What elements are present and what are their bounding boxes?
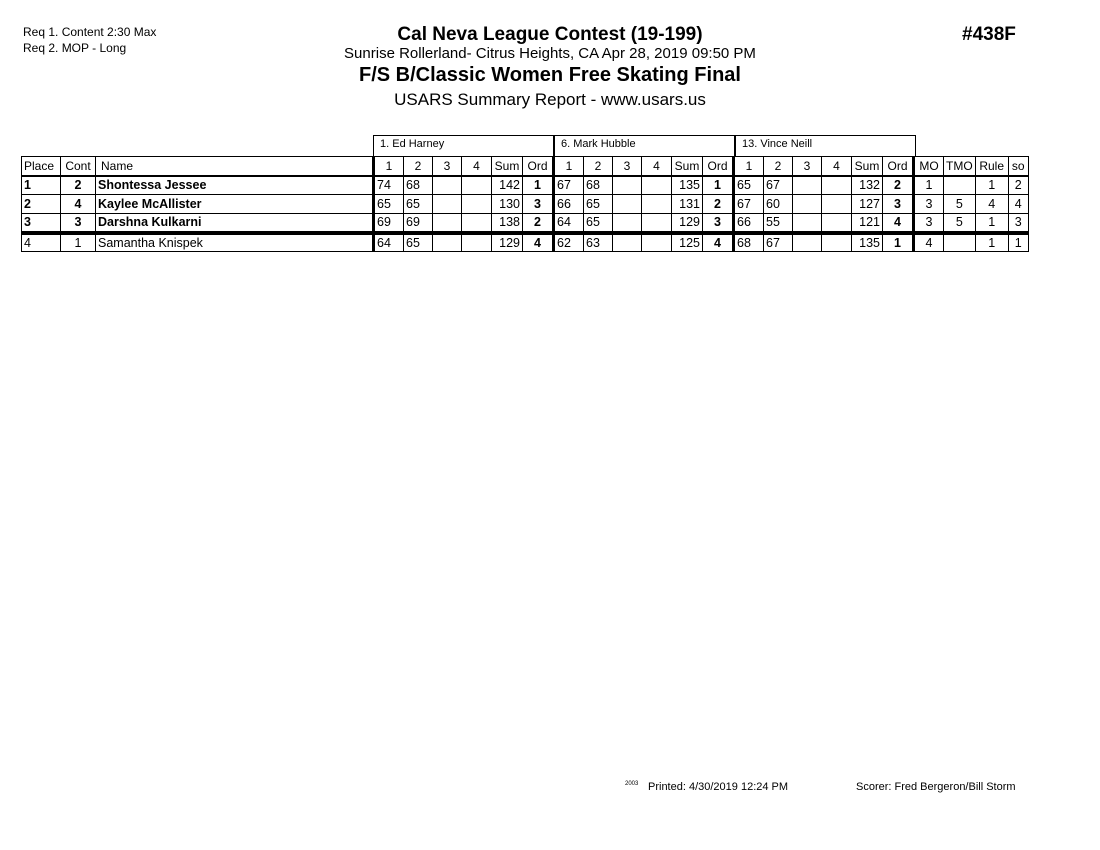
col-j3-ord: Ord (883, 157, 914, 176)
judge-1-mark-2: 69 (404, 214, 433, 233)
judge-2-mark-2: 65 (584, 195, 613, 214)
judge-1-ordinal: 3 (523, 195, 554, 214)
col-j2-m1: 1 (554, 157, 584, 176)
judge-2-mark-1: 62 (554, 233, 584, 252)
table-row (22, 176, 1029, 195)
tmo-cell (944, 176, 976, 195)
judge-2-mark-3 (613, 233, 642, 252)
place-cell: 2 (22, 195, 61, 214)
judge-2-sum: 125 (672, 233, 703, 252)
table-header-row (22, 157, 1029, 176)
judge-2-mark-3 (613, 214, 642, 233)
rule-cell: 4 (975, 195, 1008, 214)
judge-3-mark-3 (793, 195, 822, 214)
judge-3-sum: 127 (852, 195, 883, 214)
col-j3-m4: 4 (822, 157, 852, 176)
judge-3-ordinal: 3 (883, 195, 914, 214)
contestant-number-cell: 3 (61, 214, 96, 233)
col-name: Name (96, 157, 374, 176)
judge-2-mark-4 (642, 195, 672, 214)
col-j2-m2: 2 (584, 157, 613, 176)
contestant-number-cell: 2 (61, 176, 96, 195)
judge-3-mark-4 (822, 214, 852, 233)
col-j3-m1: 1 (734, 157, 764, 176)
judge-1-ordinal: 1 (523, 176, 554, 195)
judge-1-ordinal: 2 (523, 214, 554, 233)
judge-3-mark-2: 60 (764, 195, 793, 214)
judge-1-mark-4 (462, 176, 492, 195)
judge-2-mark-2: 63 (584, 233, 613, 252)
judge-2-mark-2: 65 (584, 214, 613, 233)
col-j1-m2: 2 (404, 157, 433, 176)
scorer-names: Scorer: Fred Bergeron/Bill Storm (856, 781, 1016, 793)
skater-name-cell: Kaylee McAllister (96, 195, 374, 214)
col-cont: Cont (61, 157, 96, 176)
col-j2-m3: 3 (613, 157, 642, 176)
judge-1-mark-1: 65 (374, 195, 404, 214)
judge-1-mark-2: 68 (404, 176, 433, 195)
mo-cell: 4 (914, 233, 944, 252)
judge-1-mark-1: 74 (374, 176, 404, 195)
skater-name-cell: Shontessa Jessee (96, 176, 374, 195)
contestant-number-cell: 1 (61, 233, 96, 252)
judge-2-mark-4 (642, 214, 672, 233)
judge-1-mark-4 (462, 214, 492, 233)
judge-3-mark-4 (822, 176, 852, 195)
footer-code: 2003 (625, 781, 639, 787)
judge-2-sum: 135 (672, 176, 703, 195)
judge-2-ordinal: 3 (703, 214, 734, 233)
judge-2-mark-4 (642, 233, 672, 252)
judge-3-mark-1: 68 (734, 233, 764, 252)
results-table (21, 156, 1029, 252)
judge-3-mark-3 (793, 176, 822, 195)
col-j2-m4: 4 (642, 157, 672, 176)
judge-3-mark-2: 67 (764, 233, 793, 252)
judge-2-ordinal: 4 (703, 233, 734, 252)
judge-1-mark-1: 69 (374, 214, 404, 233)
rule-cell: 1 (975, 176, 1008, 195)
judge-2-ordinal: 2 (703, 195, 734, 214)
place-cell: 4 (22, 233, 61, 252)
judge-1-mark-4 (462, 233, 492, 252)
judge-1-sum: 138 (492, 214, 523, 233)
tmo-cell: 5 (944, 214, 976, 233)
col-j3-sum: Sum (852, 157, 883, 176)
table-row (22, 233, 1029, 252)
judge-2-header: 6. Mark Hubble (554, 135, 735, 156)
mo-cell: 3 (914, 214, 944, 233)
place-cell: 1 (22, 176, 61, 195)
judge-1-mark-3 (433, 214, 462, 233)
col-j1-m4: 4 (462, 157, 492, 176)
judge-1-mark-2: 65 (404, 195, 433, 214)
judge-1-mark-2: 65 (404, 233, 433, 252)
judge-2-mark-2: 68 (584, 176, 613, 195)
contest-title: Cal Neva League Contest (19-199) (397, 24, 703, 45)
judge-1-mark-4 (462, 195, 492, 214)
rule-cell: 1 (975, 214, 1008, 233)
col-j1-m3: 3 (433, 157, 462, 176)
judge-3-ordinal: 2 (883, 176, 914, 195)
so-cell: 4 (1008, 195, 1028, 214)
judge-3-header: 13. Vince Neill (735, 135, 916, 156)
judge-1-sum: 129 (492, 233, 523, 252)
report-title: USARS Summary Report - www.usars.us (394, 90, 706, 109)
col-j2-ord: Ord (703, 157, 734, 176)
col-j3-m3: 3 (793, 157, 822, 176)
judge-3-ordinal: 1 (883, 233, 914, 252)
judge-3-mark-4 (822, 195, 852, 214)
contestant-number-cell: 4 (61, 195, 96, 214)
col-rule: Rule (975, 157, 1008, 176)
col-j1-sum: Sum (492, 157, 523, 176)
col-so: so (1008, 157, 1028, 176)
col-j1-m1: 1 (374, 157, 404, 176)
requirement-2: Req 2. MOP - Long (23, 41, 127, 55)
judge-2-mark-3 (613, 176, 642, 195)
mo-cell: 3 (914, 195, 944, 214)
judge-3-mark-4 (822, 233, 852, 252)
venue-date: Sunrise Rollerland- Citrus Heights, CA Apr 28, 2019 09:50 PM (344, 45, 756, 62)
requirement-1: Req 1. Content 2:30 Max (23, 25, 157, 39)
so-cell: 3 (1008, 214, 1028, 233)
judge-2-mark-1: 67 (554, 176, 584, 195)
judge-1-mark-1: 64 (374, 233, 404, 252)
judge-3-mark-3 (793, 233, 822, 252)
judge-3-mark-2: 55 (764, 214, 793, 233)
judge-2-mark-1: 64 (554, 214, 584, 233)
so-cell: 2 (1008, 176, 1028, 195)
skater-name-cell: Darshna Kulkarni (96, 214, 374, 233)
judge-2-sum: 131 (672, 195, 703, 214)
judge-2-mark-1: 66 (554, 195, 584, 214)
col-place: Place (22, 157, 61, 176)
tmo-cell (944, 233, 976, 252)
judge-1-mark-3 (433, 176, 462, 195)
judge-1-header: 1. Ed Harney (373, 135, 554, 156)
judge-1-mark-3 (433, 233, 462, 252)
judge-3-mark-1: 66 (734, 214, 764, 233)
col-j1-ord: Ord (523, 157, 554, 176)
event-code: #438F (962, 24, 1016, 45)
judge-2-ordinal: 1 (703, 176, 734, 195)
table-row (22, 195, 1029, 214)
judge-2-mark-4 (642, 176, 672, 195)
judge-1-mark-3 (433, 195, 462, 214)
judge-1-sum: 130 (492, 195, 523, 214)
place-cell: 3 (22, 214, 61, 233)
judge-3-sum: 132 (852, 176, 883, 195)
rule-cell: 1 (975, 233, 1008, 252)
tmo-cell: 5 (944, 195, 976, 214)
judge-3-sum: 135 (852, 233, 883, 252)
judge-3-mark-3 (793, 214, 822, 233)
col-mo: MO (914, 157, 944, 176)
printed-timestamp: Printed: 4/30/2019 12:24 PM (648, 781, 789, 793)
judge-2-mark-3 (613, 195, 642, 214)
judge-3-mark-1: 67 (734, 195, 764, 214)
judge-3-mark-1: 65 (734, 176, 764, 195)
judge-3-ordinal: 4 (883, 214, 914, 233)
so-cell: 1 (1008, 233, 1028, 252)
judge-1-ordinal: 4 (523, 233, 554, 252)
judge-2-sum: 129 (672, 214, 703, 233)
col-j2-sum: Sum (672, 157, 703, 176)
col-j3-m2: 2 (764, 157, 793, 176)
judge-3-mark-2: 67 (764, 176, 793, 195)
mo-cell: 1 (914, 176, 944, 195)
skater-name-cell: Samantha Knispek (96, 233, 374, 252)
judge-3-sum: 121 (852, 214, 883, 233)
col-tmo: TMO (944, 157, 976, 176)
judge-1-sum: 142 (492, 176, 523, 195)
event-title: F/S B/Classic Women Free Skating Final (359, 64, 741, 86)
table-row (22, 214, 1029, 233)
